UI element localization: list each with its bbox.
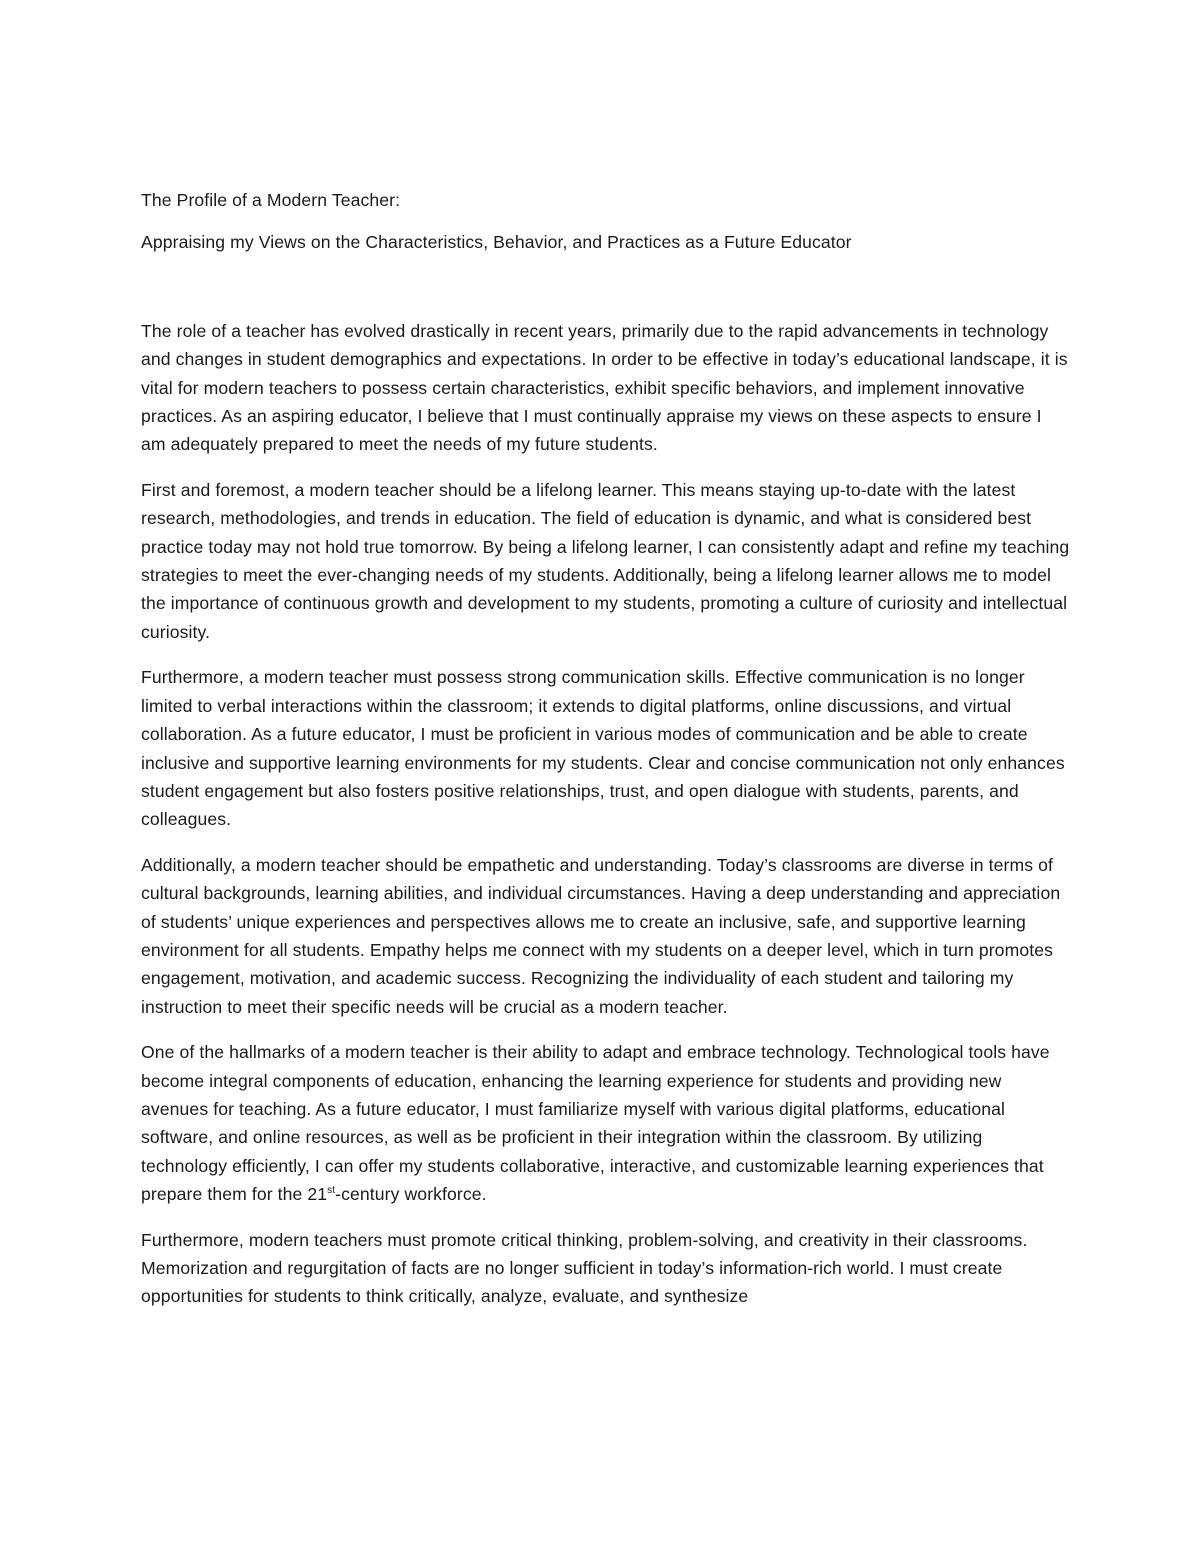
document-title: The Profile of a Modern Teacher: (141, 190, 401, 210)
paragraph-technology-tail: -century workforce. (335, 1184, 487, 1205)
document-subtitle: Appraising my Views on the Characteristics, Behavior, and Practices as a Future Educator (141, 232, 852, 253)
paragraph-technology (141, 1038, 1071, 1208)
paragraph-communication: Furthermore, a modern teacher must possess strong communication skills. Effective communication is no longer limited to verbal interactions within the classroom; it extends to digital platforms, online discussions, and virtual collaboration. As a future educator, I must be proficient in various modes of communication and be able to create inclusive and supportive learning environments for my students. Clear and concise communication not only enhances student engagement but also fosters positive relationships, trust, and open dialogue with students, parents, and colleagues. (141, 667, 1065, 830)
document-body (141, 186, 1071, 1328)
paragraph-technology-text: One of the hallmarks of a modern teacher is their ability to adapt and embrace technology. Technological tools have become integral components of education, enhancing the learning experience for students and providing new avenues for teaching. As a future educator, I must familiarize myself with various digital platforms, educational software, and online resources, as well as be proficient in their integration within the classroom. By utilizing technology efficiently, I can offer my students collaborative, interactive, and customizable learning experiences that prepare them for the 21 (141, 1042, 1050, 1205)
paragraph-empathy: Additionally, a modern teacher should be empathetic and understanding. Today’s classrooms are diverse in terms of cultural backgrounds, learning abilities, and individual circumstances. Having a deep understanding and appreciation of students’ unique experiences and perspectives allows me to create an inclusive, safe, and supportive learning environment for all students. Empathy helps me connect with my students on a deeper level, which in turn promotes engagement, motivation, and academic success. Recognizing the individuality of each student and tailoring my instruction to meet their specific needs will be crucial as a modern teacher. (141, 854, 1061, 1017)
paragraph-intro: The role of a teacher has evolved drastically in recent years, primarily due to the rapid advancements in technology and changes in student demographics and expectations. In order to be effective in today’s educational landscape, it is vital for modern teachers to possess certain characteristics, exhibit specific behaviors, and implement innovative practices. As an aspiring educator, I believe that I must continually appraise my views on these aspects to ensure I am adequately prepared to meet the needs of my future students. (141, 320, 1068, 455)
paragraph-lifelong-learner: First and foremost, a modern teacher should be a lifelong learner. This means staying up-to-date with the latest research, methodologies, and trends in education. The field of education is dynamic, and what is considered best practice today may not hold true tomorrow. By being a lifelong learner, I can consistently adapt and refine my teaching strategies to meet the ever-changing needs of my students. Additionally, being a lifelong learner allows me to model the importance of continuous growth and development to my students, promoting a culture of curiosity and intellectual curiosity. (141, 479, 1070, 642)
paragraph-critical-thinking: Furthermore, modern teachers must promote critical thinking, problem-solving, and creativity in their classrooms. Memorization and regurgitation of facts are no longer sufficient in today’s information-rich world. I must create opportunities for students to think critically, analyze, evaluate, and synthesize (141, 1229, 1028, 1307)
ordinal-superscript: st (327, 1185, 336, 1197)
